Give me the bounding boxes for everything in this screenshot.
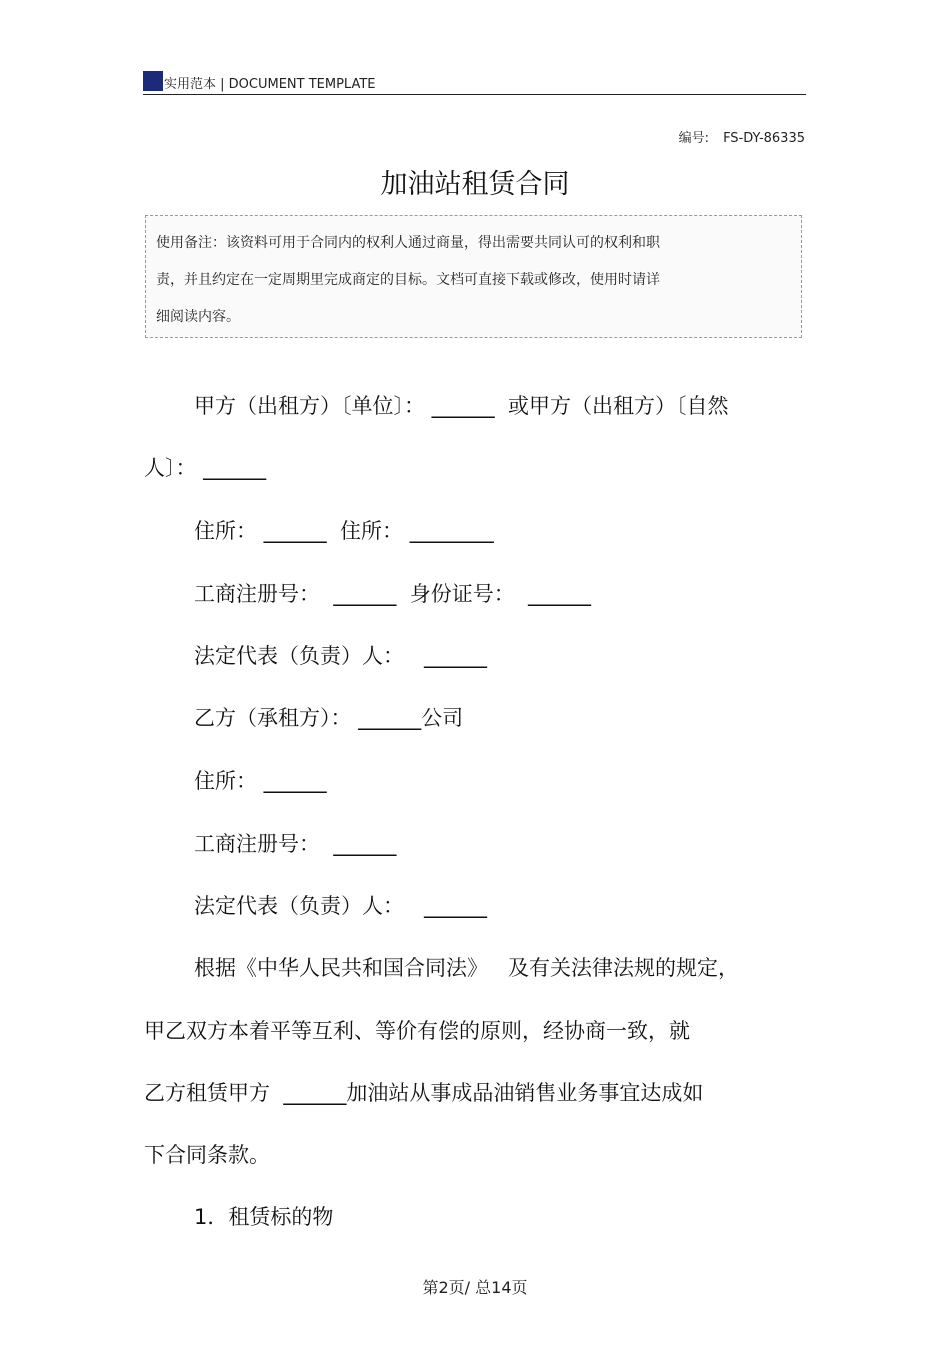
party-a-line: 甲方（出租方）〔单位〕： ______ 或甲方（出租方）〔自然	[194, 394, 729, 418]
page-number: 第2页/ 总14页	[422, 1278, 528, 1297]
header-label: 实用范本 | DOCUMENT TEMPLATE	[164, 77, 376, 92]
page-header	[143, 70, 806, 95]
party-a-registration-line: 工商注册号： ______ 身份证号： ______	[194, 582, 592, 606]
party-b-representative-line: 法定代表（负责）人： ______	[194, 894, 488, 918]
party-b-line: 乙方（承租方）： ______公司	[194, 706, 464, 730]
usage-note-line: 使用备注：该资料可用于合同内的权利人通过商量，得出需要共同认可的权利和职	[156, 235, 660, 251]
document-number-label: 编号:	[678, 131, 710, 146]
usage-note-line: 责，并且约定在一定周期里完成商定的目标。文档可直接下载或修改，使用时请详	[156, 272, 660, 288]
logo-square-icon	[143, 71, 163, 91]
party-a-address-line: 住所： ______ 住所： ________	[194, 519, 494, 543]
party-b-address-line: 住所： ______	[194, 769, 327, 793]
document-title: 加油站租赁合同	[380, 169, 570, 200]
preamble-line: 下合同条款。	[144, 1143, 270, 1167]
usage-note-line: 细阅读内容。	[156, 309, 240, 325]
party-b-registration-line: 工商注册号： ______	[194, 832, 397, 856]
party-a-line-continued: 人〕： ______	[144, 456, 267, 480]
preamble-line: 甲乙双方本着平等互利、等价有偿的原则，经协商一致，就	[144, 1019, 690, 1043]
usage-note-box	[145, 215, 802, 338]
preamble-line: 根据《中华人民共和国合同法》 及有关法律法规的规定，	[194, 956, 740, 980]
document-number-value: FS-DY-86335	[723, 131, 805, 146]
document-number	[679, 127, 805, 146]
party-a-representative-line: 法定代表（负责）人： ______	[194, 644, 488, 668]
section-heading: 1．租赁标的物	[194, 1205, 334, 1229]
preamble-line: 乙方租赁甲方 ______加油站从事成品油销售业务事宜达成如	[144, 1081, 704, 1105]
